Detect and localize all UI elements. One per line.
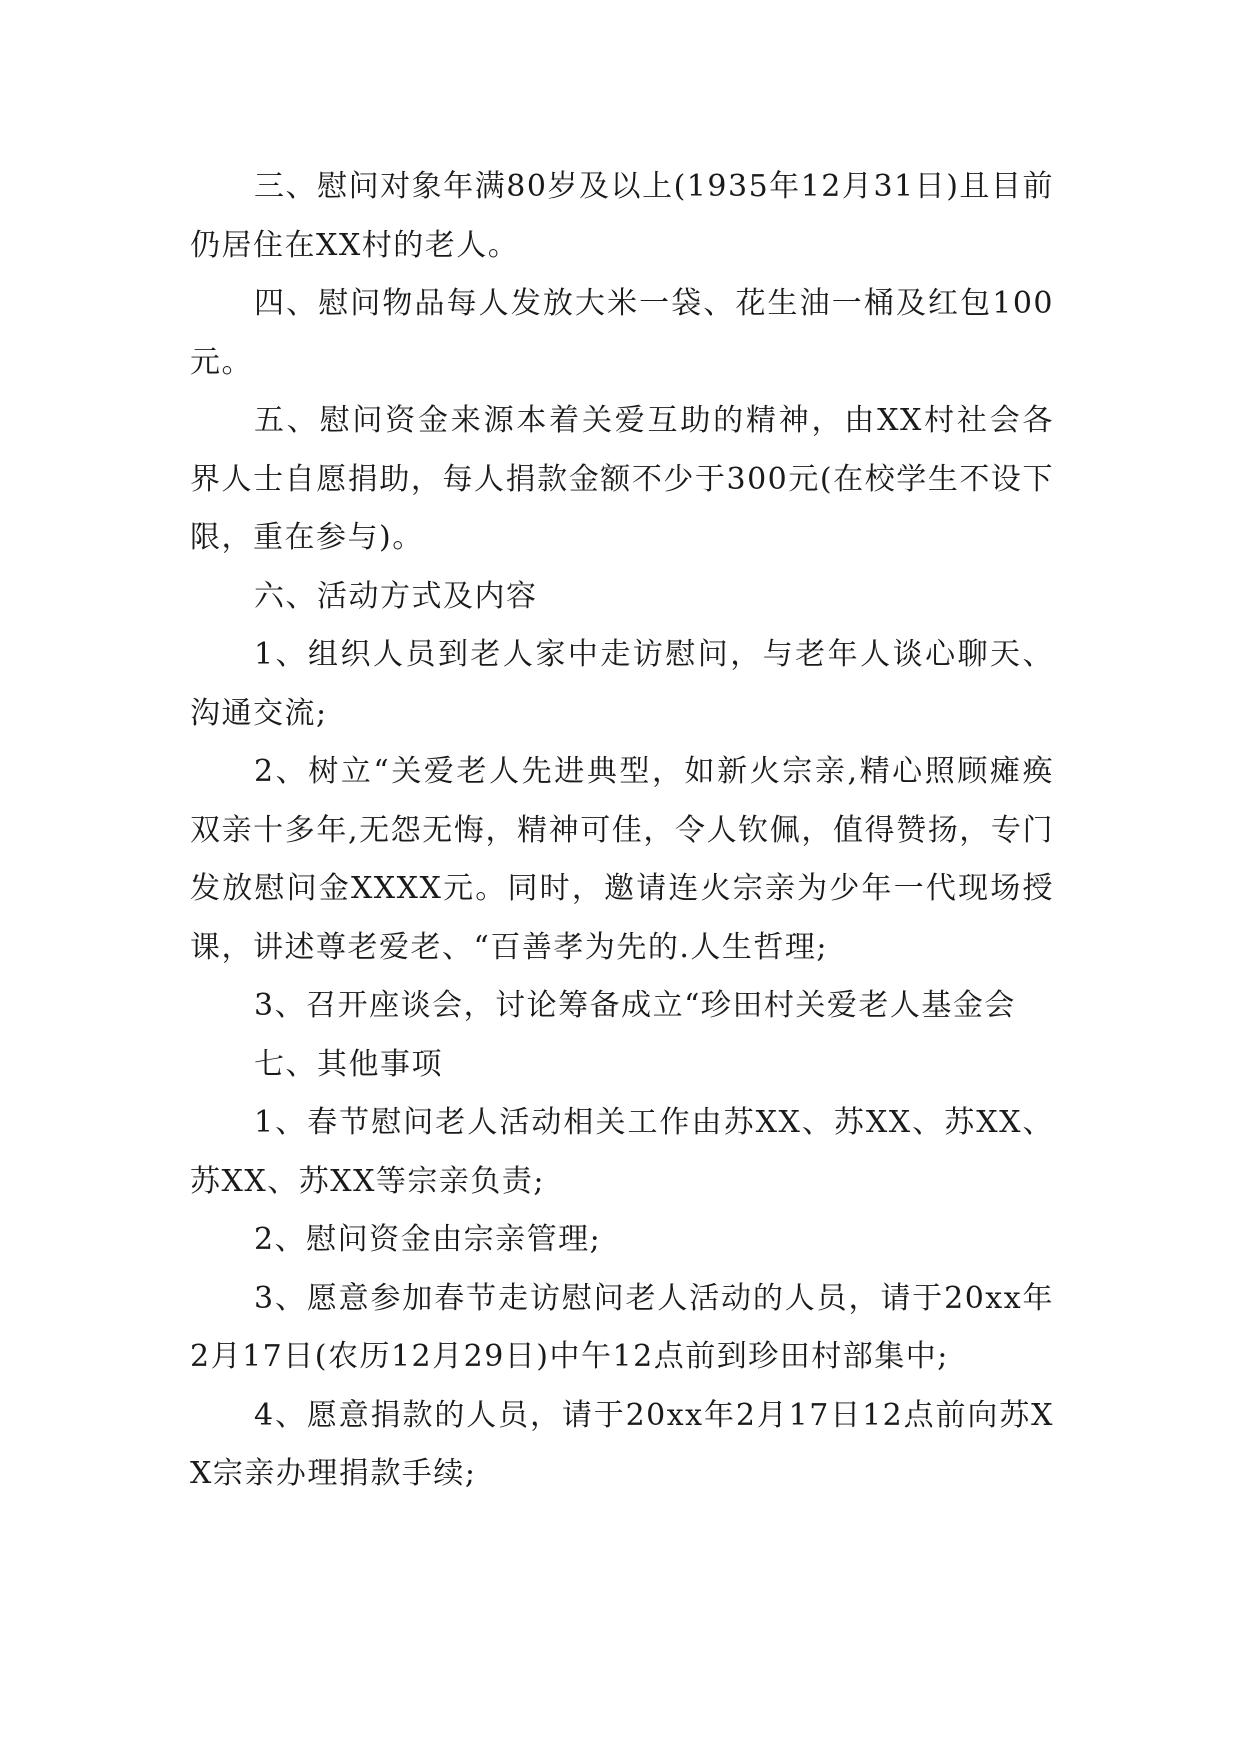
paragraph-recipients: 三、慰问对象年满80岁及以上(1935年12月31日)且目前仍居住在XX村的老人。 — [190, 169, 1054, 263]
paragraph-other-4: 4、愿意捐款的人员，请于20xx年2月17日12点前向苏XX宗亲办理捐款手续; — [190, 1397, 1054, 1491]
paragraph-gifts: 四、慰问物品每人发放大米一袋、花生油一桶及红包100元。 — [190, 286, 1054, 380]
paragraph-other-3: 3、愿意参加春节走访慰问老人活动的人员，请于20xx年2月17日(农历12月29日)中午12点前到珍田村部集中; — [190, 1280, 1054, 1374]
document-body — [190, 158, 1054, 1504]
paragraph-other-1: 1、春节慰问老人活动相关工作由苏XX、苏XX、苏XX、苏XX、苏XX等宗亲负责; — [190, 1105, 1054, 1199]
paragraph-other-2: 2、慰问资金由宗亲管理; — [254, 1222, 602, 1257]
paragraph-activity-2: 2、树立“关爱老人先进典型，如新火宗亲,精心照顾瘫痪双亲十多年,无怨无悔，精神可佳，令人钦佩，值得赞扬，专门发放慰问金XXXX元。同时，邀请连火宗亲为少年一代现场授课，讲述尊老爱老、“百善孝为先的.人生哲理; — [190, 754, 1054, 965]
paragraph-activity-3: 3、召开座谈会，讨论筹备成立“珍田村关爱老人基金会 — [254, 988, 1016, 1023]
paragraph-funding: 五、慰问资金来源本着关爱互助的精神，由XX村社会各界人士自愿捐助，每人捐款金额不少于300元(在校学生不设下限，重在参与)。 — [190, 403, 1054, 555]
paragraph-activity-1: 1、组织人员到老人家中走访慰问，与老年人谈心聊天、沟通交流; — [190, 637, 1054, 731]
section-heading-activities: 六、活动方式及内容 — [254, 578, 538, 614]
section-heading-other: 七、其他事项 — [254, 1046, 443, 1082]
